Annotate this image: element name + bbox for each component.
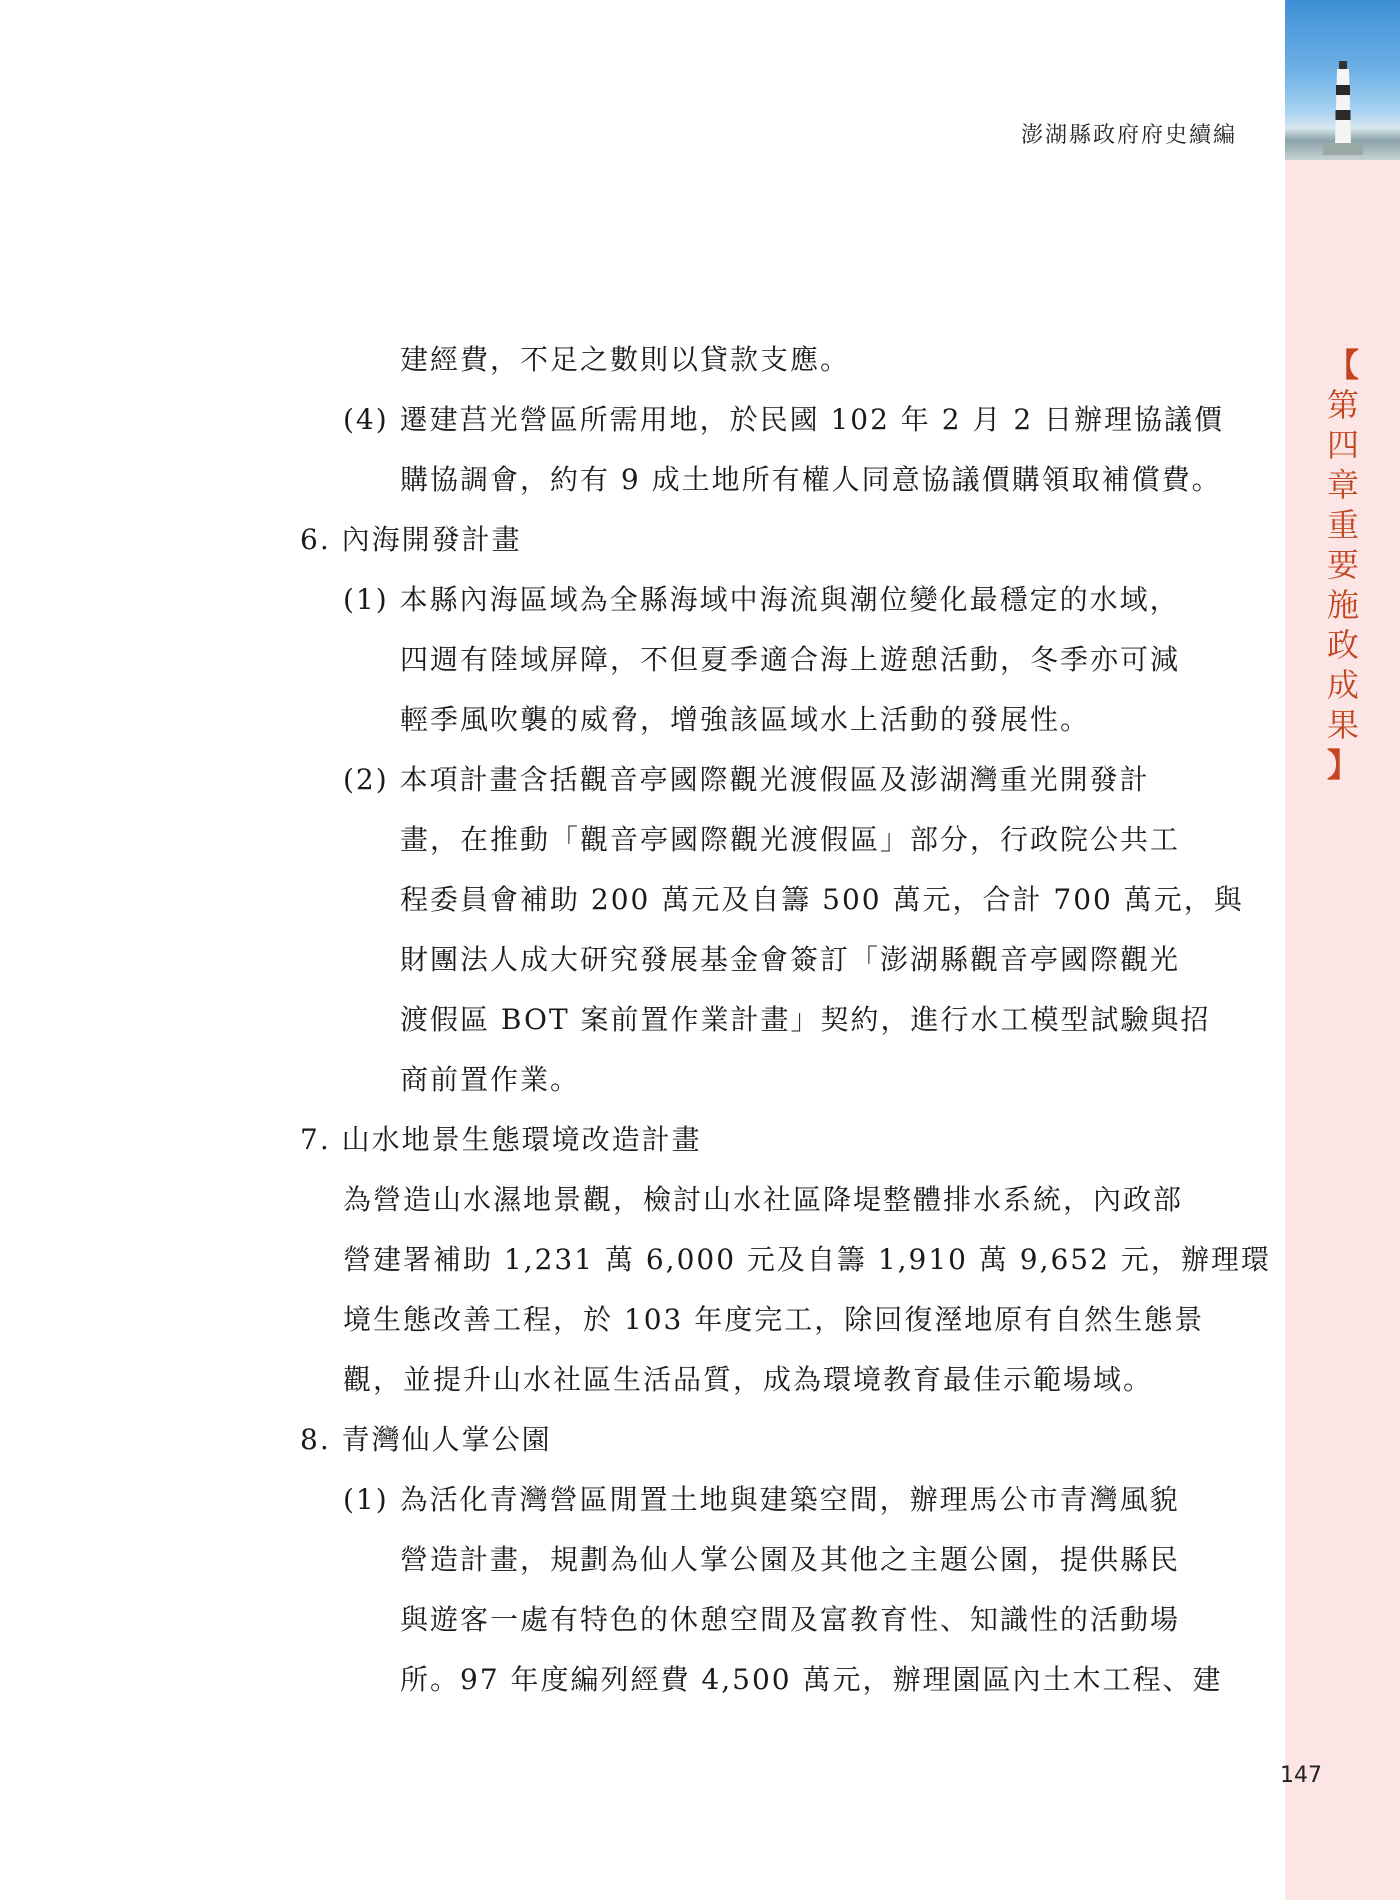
paragraph-line: 商前置作業。 xyxy=(400,1063,581,1096)
chapter-side-band xyxy=(1285,0,1400,1900)
paragraph-line: 觀，並提升山水社區生活品質，成為環境教育最佳示範場域。 xyxy=(343,1363,1154,1396)
chapter-tab-char: 【 xyxy=(1326,346,1359,384)
chapter-tab-char: 要 xyxy=(1326,546,1359,584)
paragraph-line: 營建署補助 1,231 萬 6,000 元及自籌 1,910 萬 9,652 元，辦理環 xyxy=(343,1243,1271,1276)
paragraph-line: 渡假區 BOT 案前置作業計畫」契約，進行水工模型試驗與招 xyxy=(400,1003,1211,1036)
chapter-tab-char: 成 xyxy=(1326,666,1359,704)
section-heading: 7. 山水地景生態環境改造計畫 xyxy=(300,1123,702,1156)
chapter-tab-char: 四 xyxy=(1326,426,1359,464)
chapter-tab-char: 果 xyxy=(1326,706,1359,744)
list-item-line: (2) 本項計畫含括觀音亭國際觀光渡假區及澎湖灣重光開發計 xyxy=(343,763,1150,796)
chapter-tab-char: 章 xyxy=(1326,466,1359,504)
paragraph-line: 輕季風吹襲的威脅，增強該區域水上活動的發展性。 xyxy=(400,703,1091,736)
paragraph-line: 與遊客一處有特色的休憩空間及富教育性、知識性的活動場 xyxy=(400,1603,1181,1636)
list-item-line: (1) 為活化青灣營區閒置土地與建築空間，辦理馬公市青灣風貌 xyxy=(343,1483,1180,1516)
list-item-line: (1) 本縣內海區域為全縣海域中海流與潮位變化最穩定的水域， xyxy=(343,583,1180,616)
paragraph-line: 財團法人成大研究發展基金會簽訂「澎湖縣觀音亭國際觀光 xyxy=(400,943,1181,976)
lighthouse-icon xyxy=(1323,55,1363,155)
lighthouse-photo xyxy=(1285,0,1400,160)
paragraph-line: 營造計畫，規劃為仙人掌公園及其他之主題公園，提供縣民 xyxy=(400,1543,1181,1576)
chapter-tab xyxy=(1313,345,1373,785)
chapter-tab-char: 政 xyxy=(1326,626,1359,664)
paragraph-line: 程委員會補助 200 萬元及自籌 500 萬元，合計 700 萬元，與 xyxy=(400,883,1244,916)
paragraph-line: 為營造山水濕地景觀，檢討山水社區降堤整體排水系統，內政部 xyxy=(343,1183,1184,1216)
chapter-tab-char: 】 xyxy=(1326,746,1359,784)
chapter-tab-char: 施 xyxy=(1326,586,1359,624)
paragraph-line: 購協調會，約有 9 成土地所有權人同意協議價購領取補償費。 xyxy=(400,463,1222,496)
paragraph-line: 建經費，不足之數則以貸款支應。 xyxy=(400,343,851,376)
section-heading: 8. 青灣仙人掌公園 xyxy=(300,1423,552,1456)
paragraph-line: 所。97 年度編列經費 4,500 萬元，辦理園區內土木工程、建 xyxy=(400,1663,1223,1696)
list-item-line: (4) 遷建莒光營區所需用地，於民國 102 年 2 月 2 日辦理協議價 xyxy=(343,403,1225,436)
paragraph-line: 四週有陸域屏障，不但夏季適合海上遊憩活動，冬季亦可減 xyxy=(400,643,1181,676)
chapter-tab-char: 重 xyxy=(1326,506,1359,544)
chapter-tab-char: 第 xyxy=(1326,386,1359,424)
paragraph-line: 境生態改善工程，於 103 年度完工，除回復溼地原有自然生態景 xyxy=(343,1303,1205,1336)
running-title: 澎湖縣政府府史續編 xyxy=(1020,123,1237,148)
paragraph-line: 畫，在推動「觀音亭國際觀光渡假區」部分，行政院公共工 xyxy=(400,823,1181,856)
section-heading: 6. 內海開發計畫 xyxy=(300,523,522,556)
page-number: 147 xyxy=(1280,1763,1322,1788)
